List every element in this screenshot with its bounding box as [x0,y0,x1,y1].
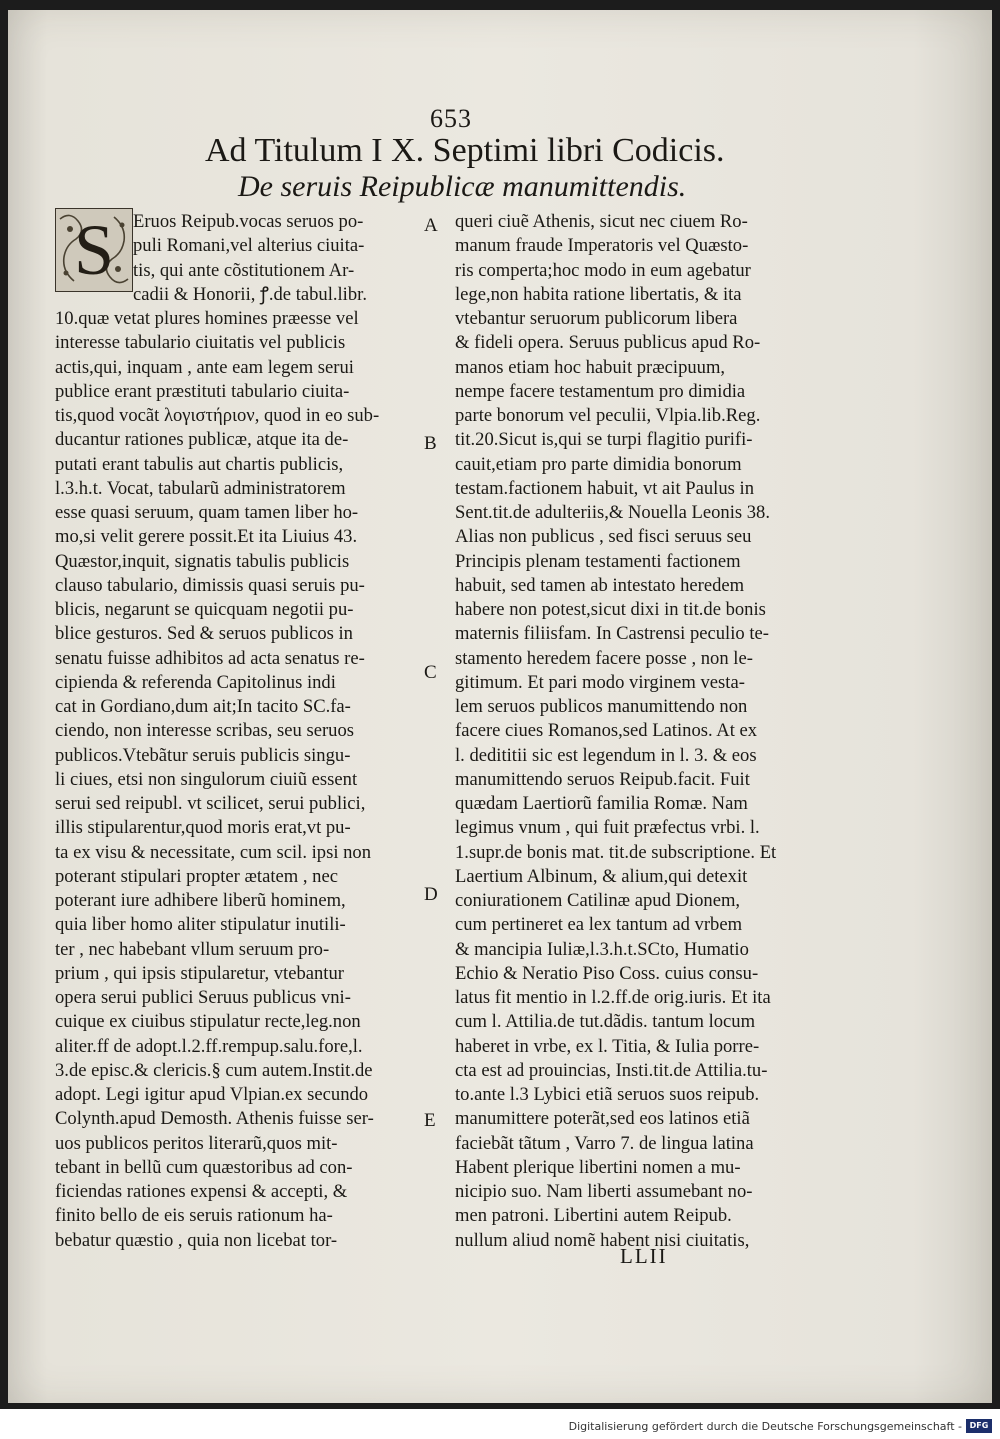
text-line: legimus vnum , qui fuit præfectus vrbi. l. [455,817,760,839]
drop-cap-letter: S [73,210,115,290]
text-line: & fideli opera. Seruus publicus apud Ro- [455,332,761,354]
text-line: tis, qui ante cõstitutionem Ar- [133,259,355,281]
text-line: cat in Gordiano,dum ait;In tacito SC.fa- [55,696,351,717]
text-line: 3.de episc.& clericis.§ cum autem.Instit.de [55,1059,373,1081]
text-line: senatu fuisse adhibitos ad acta senatus re- [55,647,365,669]
text-line: & mancipia Iuliæ,l.3.h.t.SCto, Humatio [455,938,749,960]
text-line: poterant iure adhibere liberũ hominem, [55,890,346,911]
text-line: Laertium Albinum, & alium,qui detexit [455,865,748,887]
text-line: nempe facere testamentum pro dimidia [455,380,746,402]
text-line: habere non potest,sicut dixi in tit.de bonis [455,599,766,620]
text-line: Eruos Reipub.vocas seruos po- [133,211,364,232]
text-line: li ciues, etsi non singulorum ciuiũ essent [55,768,358,790]
text-line: ciendo, non interesse scribas, seu seruos [55,720,354,742]
text-line: bebatur quæstio , quia non licebat tor- [55,1229,338,1251]
text-line: manumittendo seruos Reipub.facit. Fuit [455,768,750,790]
text-line: vtebantur seruorum publicorum libera [455,308,738,329]
text-line: 1.supr.de bonis mat. tit.de subscriptione. Et [455,841,777,863]
text-line: puli Romani,vel alterius ciuita- [133,235,365,257]
text-line: serui sed reipubl. vt scilicet, serui publici, [55,793,366,814]
text-line: prium , qui ipsis stipularetur, vtebantur [55,962,344,984]
text-line: cipienda & referenda Capitolinus indi [55,671,336,693]
text-line: ter , nec habebant vllum seruum pro- [55,938,330,960]
text-line: publice erant præstituti tabulario ciuita- [55,380,350,402]
text-line: adopt. Legi igitur apud Vlpian.ex secundo [55,1084,369,1105]
text-line: men patroni. Libertini autem Reipub. [455,1205,732,1227]
text-line: uos publicos peritos literarũ,quos mit- [55,1132,338,1154]
text-line: blicis, negarunt se quicquam negotii pu- [55,599,354,620]
text-line: aliter.ff de adopt.l.2.ff.rempup.salu.fore,l. [55,1035,363,1057]
margin-letter: A [424,215,438,236]
text-line: blice gesturos. Sed & seruos publicos in [55,623,353,645]
margin-letter: C [424,662,437,683]
text-line: Colynth.apud Demosth. Athenis fuisse ser- [55,1108,374,1130]
text-line: lege,non habita ratione libertatis, & ita [455,283,742,305]
funding-credit: Digitalisierung gefördert durch die Deutsche Forschungsgemeinschaft - [568,1420,962,1433]
text-line: ducantur rationes publicæ, atque ita de- [55,429,349,451]
text-line: tebant in bellũ cum quæstoribus ad con- [55,1156,353,1178]
text-line: tis,quod vocãt λογιστήριον, quod in eo sub- [55,405,380,426]
text-line: manos etiam hoc habuit præcipuum, [455,356,726,378]
text-line: illis stipularentur,quod moris erat,vt pu- [55,817,351,839]
text-line: publicos.Vtebãtur seruis publicis singu- [55,744,351,766]
text-line: ta ex visu & necessitate, cum scil. ipsi non [55,841,372,863]
text-line: cauit,etiam pro parte dimidia bonorum [455,453,742,475]
text-line: coniurationem Catilinæ apud Dionem, [455,890,741,911]
text-line: habuit, sed tamen ab intestato heredem [455,574,745,596]
text-line: testam.factionem habuit, vt ait Paulus in [455,477,754,499]
page-subtitle: De seruis Reipublicæ manumittendis. [238,170,687,203]
left-text-column [55,210,420,1253]
text-line: faciebãt tãtum , Varro 7. de lingua latina [455,1132,754,1154]
text-line: Echio & Neratio Piso Coss. cuius consu- [455,962,759,984]
text-line: actis,qui, inquam , ante eam legem serui [55,356,354,378]
text-line: maternis filiisfam. In Castrensi peculio te- [455,623,769,645]
margin-letter: E [424,1110,436,1131]
text-line: stamento heredem facere posse , non le- [455,647,753,669]
text-line: opera serui publici Seruus publicus vni- [55,987,351,1008]
margin-letter: D [424,884,438,905]
text-line: manumittere poterãt,sed eos latinos etiã [455,1108,750,1130]
text-line: Quæstor,inquit, signatis tabulis publicis [55,550,350,572]
text-line: l.3.h.t. Vocat, tabularũ administratorem [55,477,346,499]
text-line: facere ciues Romanos,sed Latinos. At ex [455,720,758,742]
text-line: putati erant tabulis aut chartis publicis, [55,453,344,475]
signature-mark: LLII [620,1244,668,1268]
text-line: clauso tabulario, dimissis quasi seruis pu- [55,574,365,596]
text-line: Alias non publicus , sed fisci seruus seu [455,526,752,548]
text-line: cum l. Attilia.de tut.dãdis. tantum locum [455,1011,756,1033]
text-line: mo,si velit gerere possit.Et ita Liuius 43. [55,526,358,548]
text-line: poterant stipulari propter ætatem , nec [55,865,338,887]
text-line: Habent plerique libertini nomen a mu- [455,1156,741,1178]
text-line: gitimum. Et pari modo virginem vesta- [455,671,745,693]
text-line: haberet in vrbe, ex l. Titia, & Iulia porre- [455,1035,760,1057]
margin-letter: B [424,433,437,454]
text-line: nullum aliud nomẽ habent nisi ciuitatis, [455,1229,750,1251]
text-line: manum fraude Imperatoris vel Quæsto- [455,235,749,257]
text-line: cadii & Honorii, ꝭ.de tabul.libr. [133,283,367,305]
page-number: 653 [430,104,472,133]
text-line: Sent.tit.de adulteriis,& Nouella Leonis 38. [455,502,771,523]
text-line: esse quasi seruum, quam tamen liber ho- [55,502,359,523]
text-line: 10.quæ vetat plures homines præesse vel [55,308,359,329]
text-line: latus fit mentio in l.2.ff.de orig.iuris. Et ita [455,987,771,1008]
text-line: quia liber homo aliter stipulatur inutili- [55,914,346,936]
text-line: cum pertineret ea lex tantum ad vrbem [455,914,743,936]
text-line: cuique ex ciuibus stipulatur recte,leg.non [55,1011,361,1033]
right-text-column [455,210,805,1253]
text-line: ficiendas rationes expensi & accepti, & [55,1181,348,1202]
text-line: ris comperta;hoc modo in eum agebatur [455,259,751,281]
text-line: to.ante l.3 Lybici etiã seruos suos reipub. [455,1084,760,1105]
text-line: parte bonorum vel peculii, Vlpia.lib.Reg. [455,405,761,426]
text-line: nicipio suo. Nam liberti assumebant no- [455,1181,753,1202]
text-line: Principis plenam testamenti factionem [455,550,741,572]
text-line: finito bello de eis seruis rationum ha- [55,1205,333,1227]
text-line: interesse tabulario ciuitatis vel publicis [55,332,346,354]
text-line: lem seruos publicos manumittendo non [455,696,748,717]
text-line: tit.20.Sicut is,qui se turpi flagitio purifi- [455,429,753,451]
text-line: queri ciuẽ Athenis, sicut nec ciuem Ro- [455,211,748,232]
text-line: l. dedititii sic est legendum in l. 3. & eos [455,744,757,766]
page-title: Ad Titulum I X. Septimi libri Codicis. [205,132,725,169]
footer-bar [0,1409,1000,1439]
dfg-logo: DFG [966,1419,992,1433]
text-line: quædam Laertiorũ familia Romæ. Nam [455,793,748,814]
text-line: cta est ad prouincias, Insti.tit.de Attilia.tu- [455,1059,768,1081]
